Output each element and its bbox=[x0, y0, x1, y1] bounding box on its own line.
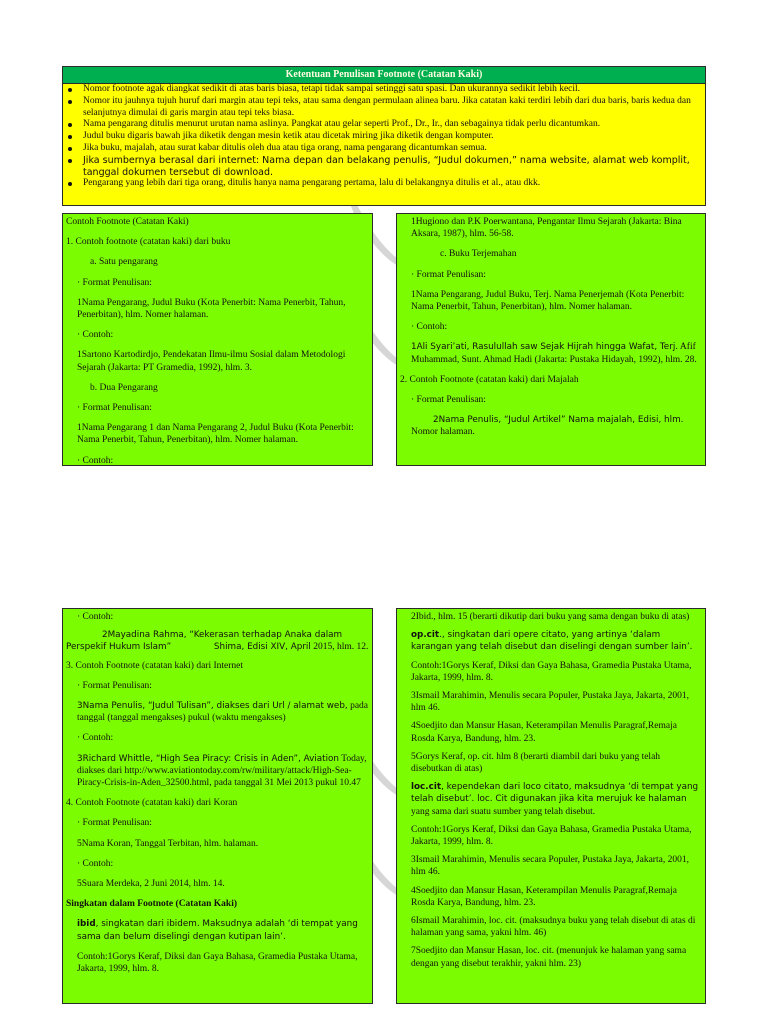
rule-item: Pengarang yang lebih dari tiga orang, ditulis hanya nama pengarang pertama, lalu di belakangnya ditulis et al., atau dkk. bbox=[83, 178, 701, 190]
example-text-part: Today, diakses dari http://www.aviationtoday.com/rw/military/attack/High-Sea-Piracy-Crisis-in-Aden_32500.html, pada tanggal 31 Mei 2013 pukul 10.47 bbox=[77, 753, 367, 789]
footnote-example: 6Ismail Marahimin, loc. cit. (maksudnya buku yang telah disebut di atas di halaman yang sama, yakni hlm. 46) bbox=[411, 916, 696, 939]
rules-title: Ketentuan Penulisan Footnote (Catatan Kaki) bbox=[63, 67, 705, 84]
footnote-example: 1Sartono Kartodirdjo, Pendekatan Ilmu-ilmu Sosial dalam Metodologi Sejarah (Jakarta: PT Gramedia, 1992), hlm. 3. bbox=[77, 350, 346, 373]
abbreviation-text: , singkatan dari ibidem. Maksudnya adalah ‘di tempat yang sama dan belum diselingi dengan kutipan lain’. bbox=[77, 919, 358, 942]
footnote-example: 4Soedjito dan Mansur Hasan, Keterampilan Menulis Paragraf,Remaja Rosda Karya, Bandung, hlm. 23. bbox=[411, 885, 677, 908]
example-text-part: 2Mayadina Rahma, “Kekerasan terhadap Anaka dalam Perspekif Hukum Islam” bbox=[66, 630, 343, 653]
section-heading: 1. Contoh footnote (catatan kaki) dari buku bbox=[66, 237, 231, 248]
footnote-format: 1Nama Pengarang, Judul Buku (Kota Penerbit: Nama Penerbit, Tahun, Penerbitan), hlm. Nomer halaman. bbox=[77, 297, 346, 321]
footnote-format: 5Nama Koran, Tanggal Terbitan, hlm. halaman. bbox=[77, 838, 259, 849]
footnote-example: 3Ismail Marahimin, Menulis secara Populer, Pustaka Jaya, Jakarta, 2001, hlm 46. bbox=[411, 691, 689, 714]
footnote-example bbox=[66, 753, 369, 790]
internet-newspaper-box bbox=[62, 608, 373, 1004]
translation-magazine-box bbox=[396, 213, 706, 466]
footnote-example: 5Suara Merdeka, 2 Juni 2014, hlm. 14. bbox=[77, 879, 225, 890]
footnote-example: 1Hugiono dan P.K Poerwantana, Pengantar Ilmu Sejarah (Jakarta: Bina Aksara, 1987), hlm. 56-58. bbox=[411, 217, 682, 240]
abbreviation-examples-box bbox=[396, 608, 706, 1004]
footnote-example: 2Ibid., hlm. 15 (berarti dikutip dari buku yang sama dengan buku di atas) bbox=[411, 612, 690, 622]
footnote-example: Contoh:1Gorys Keraf, Diksi dan Gaya Bahasa, Gramedia Pustaka Utama, Jakarta, 1999, hlm. 8. bbox=[77, 951, 358, 975]
footnote-example: Contoh:1Gorys Keraf, Diksi dan Gaya Bahasa, Gramedia Pustaka Utama, Jakarta, 1999, hlm. 8. bbox=[411, 824, 692, 848]
rule-item: Nama pengarang ditulis menurut urutan nama aslinya. Pangkat atau gelar seperti Prof., Dr., Ir., dan sebagainya tidak perlu dicantumkan. bbox=[83, 119, 701, 131]
rule-item: Jika buku, majalah, atau surat kabar ditulis oleh dua atau tiga orang, nama pengarang dicantumkan semua. bbox=[83, 143, 701, 155]
example-label: · Contoh: bbox=[77, 858, 114, 869]
book-examples-box bbox=[62, 213, 373, 466]
example-label: · Contoh: bbox=[77, 455, 114, 466]
format-label: · Format Penulisan: bbox=[77, 277, 152, 288]
format-text-part: 2Nama Penulis, “Judul Artikel” Nama majalah, Edisi, hlm. bbox=[433, 415, 684, 426]
footnote-example bbox=[400, 341, 702, 365]
format-label: · Format Penulisan: bbox=[411, 269, 486, 280]
footnote-format bbox=[400, 414, 702, 438]
example-text-part: Shima, Edisi XIV, April bbox=[213, 642, 311, 653]
format-label: · Format Penulisan: bbox=[77, 403, 152, 414]
rule-item: Nomor itu jauhnya tujuh huruf dari margin atau tepi teks, atau sama dengan permulaan alinea baru. Jika catatan kaki terdiri lebih dari dua baris, baris kedua dan selanjutnya dimulai di garis margin atau tepi teks biasa. bbox=[83, 96, 701, 120]
rule-item: Nomor footnote agak diangkat sedikit di atas baris biasa, tetapi tidak sampai setinggi satu spasi. Dan ukurannya sedikit lebih kecil. bbox=[83, 84, 701, 96]
abbreviations-heading: Singkatan dalam Footnote (Catatan Kaki) bbox=[66, 899, 238, 910]
box-heading: Contoh Footnote (Catatan Kaki) bbox=[66, 217, 189, 227]
rule-item: Jika sumbernya berasal dari internet: Nama depan dan belakang penulis, “Judul dokumen,” nama website, alamat web komplit, tanggal dokumen tersebut di download. bbox=[83, 155, 701, 179]
footnote-format bbox=[66, 700, 369, 724]
abbreviation-term: op.cit bbox=[411, 630, 440, 641]
format-text-part: pada tanggal (tanggal mengakses) pukul (waktu mengakses) bbox=[77, 701, 369, 724]
footnote-format: 1Nama Pengarang, Judul Buku, Terj. Nama Penerjemah (Kota Penerbit: Nama Penerbit, Tahun, Penerbitan), hlm. Nomer halaman. bbox=[411, 289, 685, 313]
footnote-example bbox=[66, 629, 369, 653]
footnote-example: 4Soedjito dan Mansur Hasan, Keterampilan Menulis Paragraf,Remaja Rosda Karya, Bandung, hlm. 23. bbox=[411, 721, 677, 744]
example-text-part: 3Richard Whittle, “High Sea Piracy: Crisis in Aden”, Aviation bbox=[77, 753, 339, 764]
footnote-example: Contoh:1Gorys Keraf, Diksi dan Gaya Bahasa, Gramedia Pustaka Utama, Jakarta, 1999, hlm. 8. bbox=[411, 660, 692, 683]
abbreviation-term: loc.cit bbox=[411, 782, 442, 793]
section-heading: 3. Contoh Footnote (catatan kaki) dari Internet bbox=[66, 660, 244, 671]
format-text-part: Nomor halaman. bbox=[411, 427, 475, 438]
example-text-part: 2015, hlm. 12. bbox=[310, 642, 369, 653]
format-text-part: 3Nama Penulis, “Judul Tulisan”, diakses dari Url / alamat web, bbox=[77, 701, 348, 712]
abbreviation-definition bbox=[400, 629, 702, 653]
example-text-part: 1Ali Syari’ati, Rasulullah saw Sejak Hijrah hingga Wafat, Terj. bbox=[411, 342, 679, 353]
abbreviation-text: , kependekan dari loco citato, maksudnya ‘di tempat yang telah disebut’. loc. Cit digunakan jika kita merujuk ke halaman bbox=[411, 782, 699, 805]
footnote-example: 5Gorys Keraf, op. cit. hlm 8 (berarti diambil dari buku yang telah disebutkan di atas) bbox=[411, 751, 661, 775]
example-label: · Contoh: bbox=[77, 330, 114, 341]
section-heading: 4. Contoh Footnote (catatan kaki) dari Koran bbox=[66, 798, 238, 809]
rule-item: Judul buku digaris bawah jika diketik dengan mesin ketik atau dicetak miring jika diketik dengan komputer. bbox=[83, 131, 701, 143]
format-label: · Format Penulisan: bbox=[77, 818, 152, 829]
subsection-label: c. Buku Terjemahan bbox=[440, 249, 517, 260]
abbreviation-definition bbox=[400, 781, 702, 818]
abbreviation-definition bbox=[66, 918, 369, 942]
example-label: · Contoh: bbox=[411, 322, 448, 333]
subsection-label: a. Satu pengarang bbox=[90, 257, 158, 268]
example-label: · Contoh: bbox=[77, 733, 114, 744]
footnote-example: 7Soedjito dan Mansur Hasan, loc. cit. (menunjuk ke halaman yang sama dengan yang disebut terakhir, yakni hlm. 23) bbox=[411, 946, 687, 969]
rules-list bbox=[63, 84, 705, 190]
format-label: · Format Penulisan: bbox=[77, 680, 152, 691]
format-label: · Format Penulisan: bbox=[411, 395, 486, 406]
footnote-format: 1Nama Pengarang 1 dan Nama Pengarang 2, Judul Buku (Kota Penerbit: Nama Penerbit, Tahun, Penerbitan), hlm. Nomer halaman. bbox=[77, 423, 354, 446]
abbreviation-text: yang sama dari suatu sumber yang telah disebut. bbox=[411, 806, 596, 817]
section-heading: 2. Contoh Footnote (catatan kaki) dari Majalah bbox=[400, 374, 579, 385]
example-label: · Contoh: bbox=[77, 612, 114, 622]
footnote-rules-box bbox=[62, 66, 706, 206]
subsection-label: b. Dua Pengarang bbox=[90, 382, 158, 393]
footnote-example: 3Ismail Marahimin, Menulis secara Populer, Pustaka Jaya, Jakarta, 2001, hlm 46. bbox=[411, 855, 689, 878]
abbreviation-term: ibid bbox=[77, 919, 96, 930]
abbreviation-text: ., singkatan dari opere citato, yang artinya ‘dalam karangan yang telah disebut dan diselingi dengan sumber lain’. bbox=[411, 630, 693, 653]
example-text-part: Afif Muhammad, Sunt. Ahmad Hadi (Jakarta: Pustaka Hidayah, 1992), hlm. 28. bbox=[411, 342, 697, 365]
